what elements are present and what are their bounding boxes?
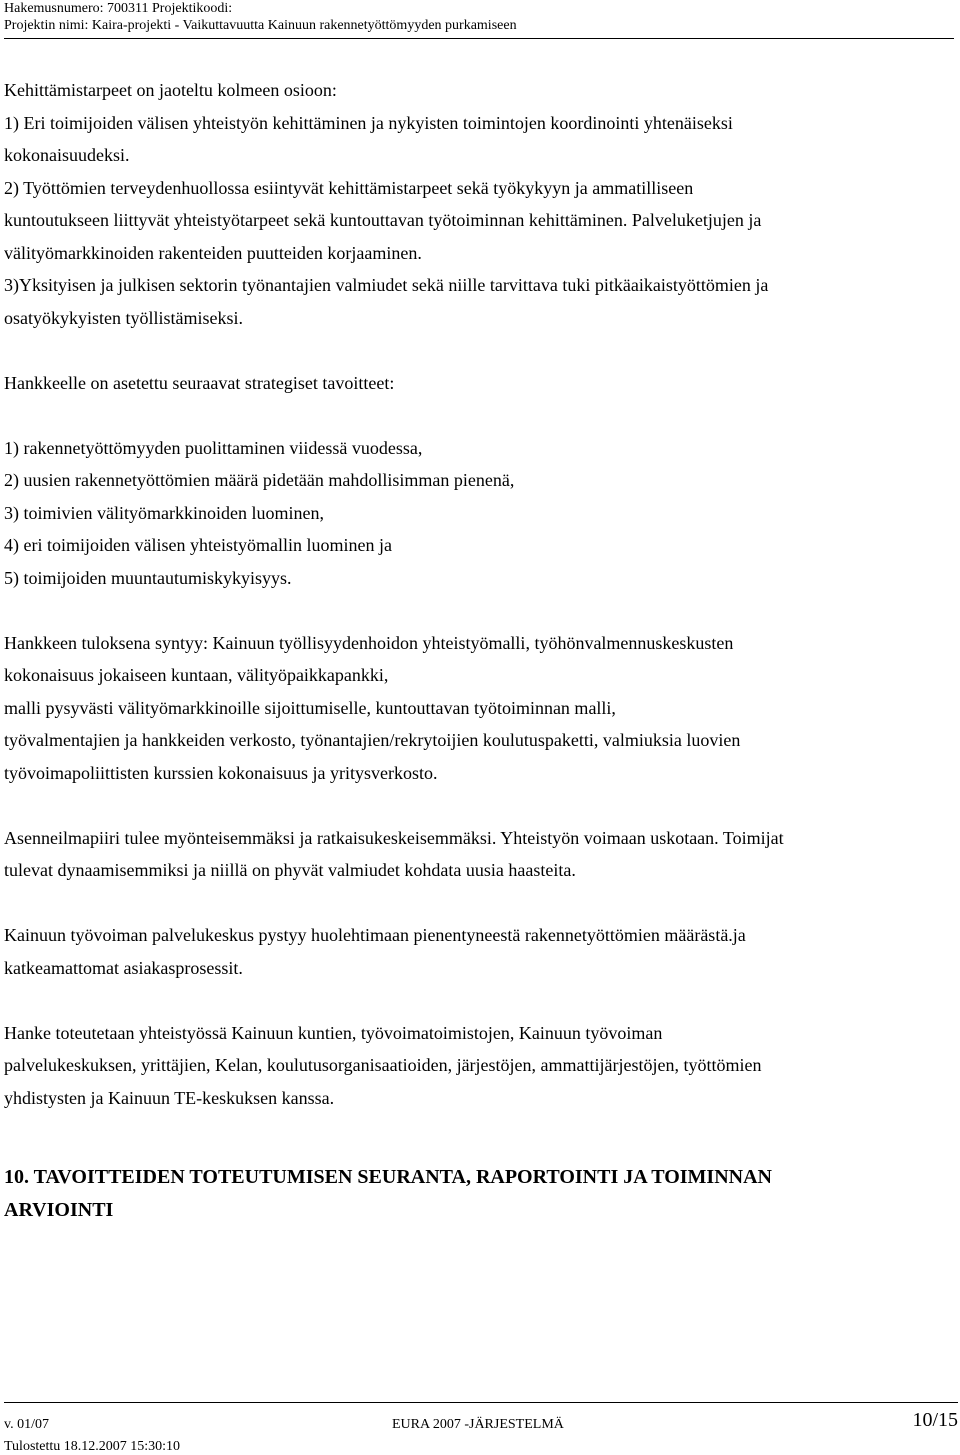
text-line: yhdistysten ja Kainuun TE-keskuksen kanssa. [4,1087,335,1108]
paragraph-gap [4,789,956,822]
application-number-line: Hakemusnumero: 700311 Projektikoodi: [4,1,233,16]
paragraph-gap [4,399,956,432]
text-line: työvalmentajien ja hankkeiden verkosto, työnantajien/rekrytoijien koulutuspaketti, valmiuksia luovien [4,730,741,750]
text-line: kokonaisuus jokaiseen kuntaan, välityöpaikkapankki, [4,665,389,685]
version-label: v. 01/07 [4,1417,49,1432]
text-line: tulevat dynaamisemmiksi ja niillä on phyvät valmiudet kohdata uusia haasteita. [4,860,576,880]
text-line: osatyökykyisten työllistämiseksi. [4,307,243,328]
paragraph-gap [4,594,956,627]
list-strategic-goals [4,432,956,595]
text-line: katkeamattomat asiakasprosessit. [4,957,243,978]
page-number: 10/15 [912,1409,958,1431]
page-footer [4,1402,958,1455]
text-line: Kehittämistarpeet on jaoteltu kolmeen osioon: [4,80,337,100]
text-line: 1) Eri toimijoiden välisen yhteistyön kehittäminen ja nykyisten toimintojen koordinointi yhtenäiseksi [4,112,733,133]
paragraph-attitude [4,822,956,887]
paragraph-results [4,627,956,790]
system-name: EURA 2007 -JÄRJESTELMÄ [392,1417,564,1432]
text-line: 3)Yksityisen ja julkisen sektorin työnantajien valmiudet sekä niille tarvittava tuki pitkäaikaistyöttömien ja [4,275,769,295]
text-line: Asenneilmapiiri tulee myönteisemmäksi ja ratkaisukeskeisemmäksi. Yhteistyön voimaan uskotaan. Toimijat [4,827,784,848]
text-line: välityömarkkinoiden rakenteiden puutteiden korjaaminen. [4,242,422,263]
paragraph-strategic-goals-intro [4,367,956,400]
text-line: Hankkeen tuloksena syntyy: Kainuun työllisyydenhoidon yhteistyömalli, työhönvalmennuskeskusten [4,632,734,653]
printed-timestamp: Tulostettu 18.12.2007 15:30:10 [4,1439,181,1454]
list-item: 1) rakennetyöttömyyden puolittaminen viidessä vuodessa, [4,437,423,458]
paragraph-gap [4,984,956,1017]
document-body [4,74,956,1114]
text-line: työvoimapoliittisten kurssien kokonaisuus ja yritysverkosto. [4,762,438,783]
list-item: 2) uusien rakennetyöttömien määrä pidetään mahdollisimman pienenä, [4,470,515,490]
section-heading-line: 10. TAVOITTEIDEN TOTEUTUMISEN SEURANTA, RAPORTOINTI JA TOIMINNAN [4,1166,772,1188]
text-line: 2) Työttömien terveydenhuollossa esiintyvät kehittämistarpeet sekä työkykyyn ja ammatilliseen [4,177,694,198]
section-heading [4,1161,956,1227]
paragraph-development-needs [4,74,956,334]
text-line: Kainuun työvoiman palvelukeskus pystyy huolehtimaan pienentyneestä rakennetyöttömien määrästä.ja [4,925,746,945]
text-line: kuntoutukseen liittyvät yhteistyötarpeet sekä kuntouttavan työtoiminnan kehittäminen. Palveluketjujen ja [4,210,762,230]
paragraph-cooperation [4,1017,956,1115]
page-header [4,0,954,39]
paragraph-service-center [4,919,956,984]
section-heading-line: ARVIOINTI [4,1199,114,1221]
list-item: 5) toimijoiden muuntautumiskykyisyys. [4,567,292,588]
text-line: Hanke toteutetaan yhteistyössä Kainuun kuntien, työvoimatoimistojen, Kainuun työvoiman [4,1022,663,1043]
text-line: Hankkeelle on asetettu seuraavat strategiset tavoitteet: [4,372,395,393]
list-item: 3) toimivien välityömarkkinoiden luominen, [4,502,324,523]
paragraph-gap [4,887,956,920]
list-item: 4) eri toimijoiden välisen yhteistyömallin luominen ja [4,535,392,555]
text-line: palvelukeskuksen, yrittäjien, Kelan, koulutusorganisaatioiden, järjestöjen, ammattijärjestöjen, työttömien [4,1055,762,1075]
paragraph-gap [4,334,956,367]
text-line: malli pysyvästi välityömarkkinoille sijoittumiselle, kuntouttavan työtoiminnan malli, [4,697,616,718]
project-name-line: Projektin nimi: Kaira-projekti - Vaikuttavuutta Kainuun rakennetyöttömyyden purkamiseen [4,18,517,33]
text-line: kokonaisuudeksi. [4,145,130,165]
